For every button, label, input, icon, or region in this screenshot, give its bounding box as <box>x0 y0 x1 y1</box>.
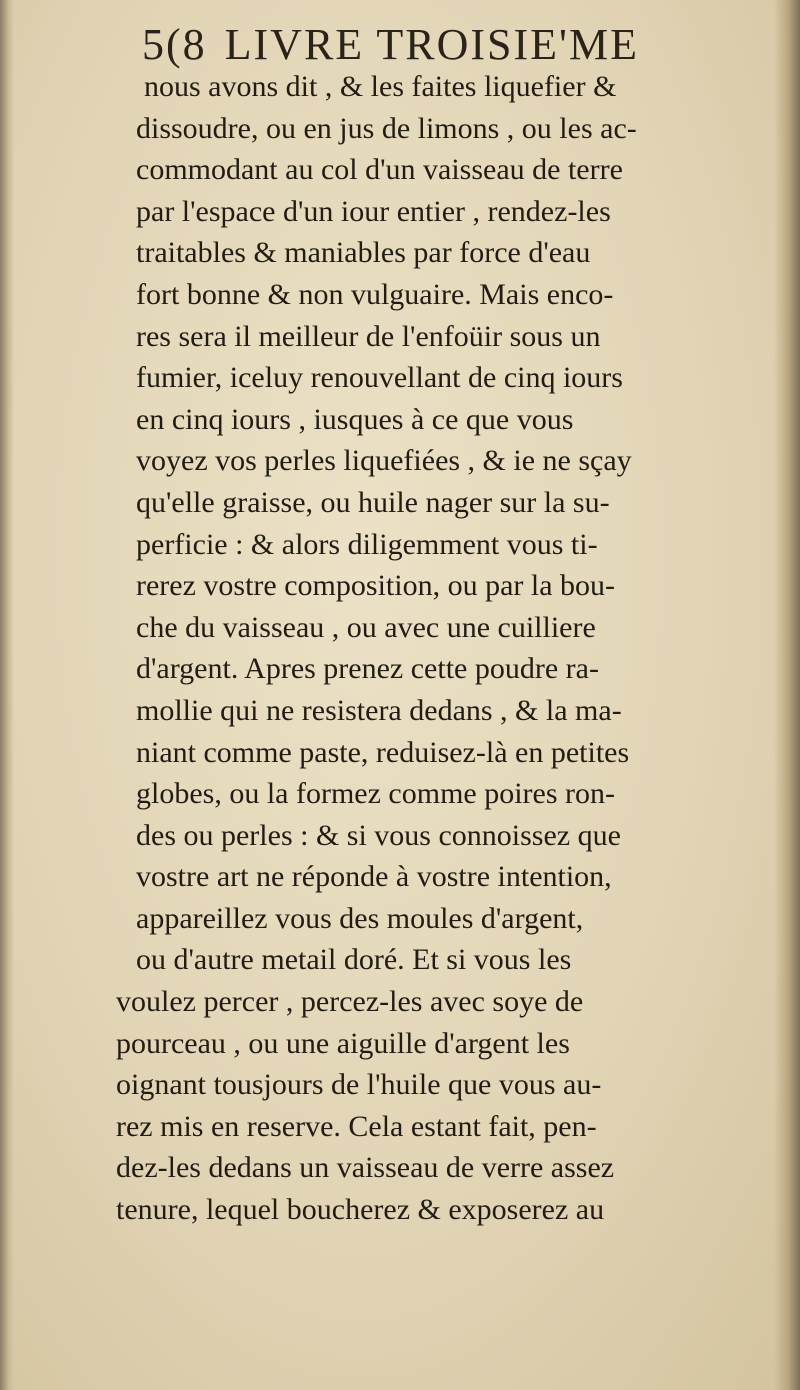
text-line: oignant tousjours de l'huile que vous au- <box>116 1068 602 1102</box>
text-line: des ou perles : & si vous connoissez que <box>136 818 621 852</box>
running-title: LIVRE TROISIE'ME <box>224 20 639 69</box>
text-line: res sera il meilleur de l'enfoüir sous un <box>136 319 601 353</box>
body-text <box>116 66 766 1231</box>
text-line: en cinq iours , iusques à ce que vous <box>136 402 574 436</box>
text-line: d'argent. Apres prenez cette poudre ra- <box>136 652 599 686</box>
text-line: tenure, lequel boucherez & exposerez au <box>116 1193 605 1227</box>
page-edge-shadow <box>774 0 800 1390</box>
text-line: pourceau , ou une aiguille d'argent les <box>116 1026 570 1060</box>
text-line: traitables & maniables par force d'eau <box>136 236 591 270</box>
text-line: commodant au col d'un vaisseau de terre <box>136 153 623 187</box>
text-line: globes, ou la formez comme poires ron- <box>136 777 616 811</box>
text-line: ou d'autre metail doré. Et si vous les <box>136 943 572 977</box>
text-line: dez-les dedans un vaisseau de verre assez <box>116 1151 615 1185</box>
text-line: rerez vostre composition, ou par la bou- <box>136 569 616 603</box>
text-line: fort bonne & non vulguaire. Mais enco- <box>136 277 614 311</box>
text-line: perficie : & alors diligemment vous ti- <box>136 527 598 561</box>
text-line: par l'espace d'un iour entier , rendez-les <box>136 194 611 228</box>
text-line: che du vaisseau , ou avec une cuilliere <box>136 610 596 644</box>
text-line: appareillez vous des moules d'argent, <box>136 901 584 935</box>
text-line: qu'elle graisse, ou huile nager sur la su- <box>136 485 610 519</box>
page-gutter-shadow <box>0 0 14 1390</box>
text-line: dissoudre, ou en jus de limons , ou les ac- <box>136 111 637 145</box>
text-line: mollie qui ne resistera dedans , & la ma- <box>136 693 622 727</box>
text-line: vostre art ne réponde à vostre intention, <box>136 860 612 894</box>
text-line: niant comme paste, reduisez-là en petites <box>136 735 630 769</box>
text-line: nous avons dit , & les faites liquefier & <box>144 70 617 103</box>
page-number: 5(8 <box>142 20 207 69</box>
text-line: voulez percer , percez-les avec soye de <box>116 985 584 1019</box>
text-line: rez mis en reserve. Cela estant fait, pen- <box>116 1109 597 1143</box>
text-line: fumier, iceluy renouvellant de cinq iours <box>136 361 623 395</box>
text-line: voyez vos perles liquefiées , & ie ne sçay <box>136 444 632 478</box>
